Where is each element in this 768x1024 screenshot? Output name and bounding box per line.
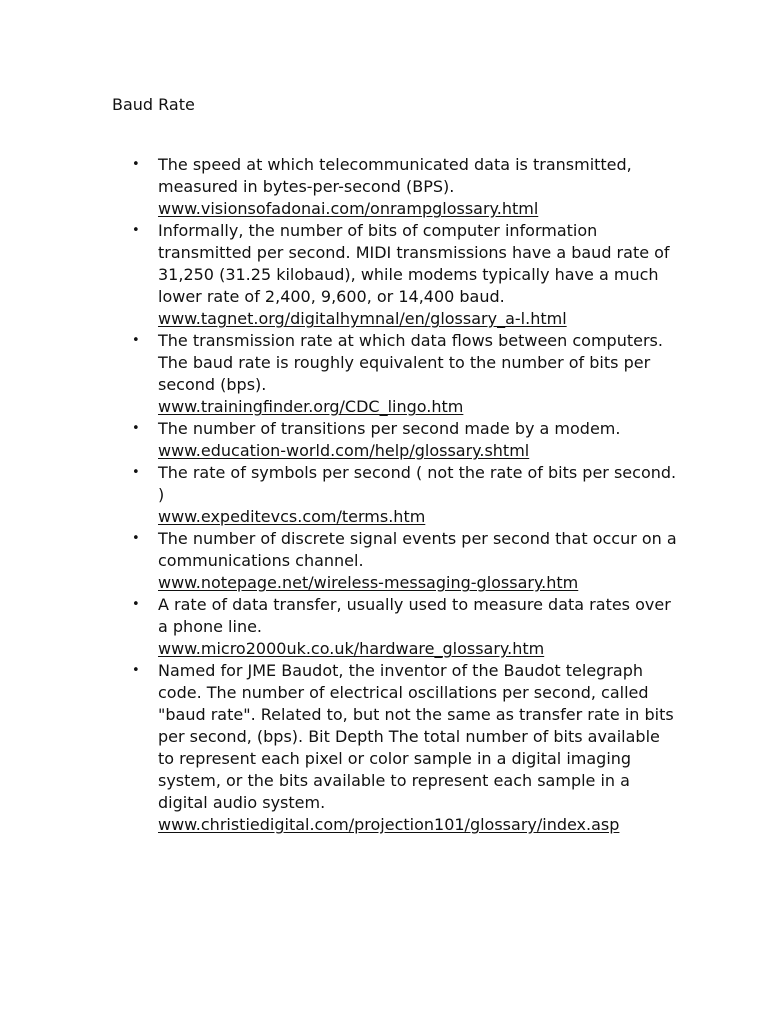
list-item [0, 528, 768, 594]
source-link[interactable]: www.christiedigital.com/projection101/glossary/index.asp [158, 815, 620, 834]
definition-text: A rate of data transfer, usually used to measure data rates over a phone line. [158, 595, 671, 636]
definition-text: The transmission rate at which data flows between computers. The baud rate is roughly equivalent to the number of bits per second (bps). [158, 331, 663, 394]
definition-text: The rate of symbols per second ( not the rate of bits per second. ) [158, 463, 677, 504]
definition-text: The speed at which telecommunicated data is transmitted, measured in bytes-per-second (BPS). [158, 155, 632, 196]
bullet-icon: • [132, 531, 140, 546]
page-title: Baud Rate [112, 95, 195, 114]
source-link[interactable]: www.micro2000uk.co.uk/hardware_glossary.htm [158, 639, 545, 658]
source-link[interactable]: www.visionsofadonai.com/onrampglossary.html [158, 199, 539, 218]
source-link[interactable]: www.notepage.net/wireless-messaging-glossary.htm [158, 573, 579, 592]
list-item [0, 660, 768, 836]
definition-list [0, 154, 768, 836]
list-item [0, 594, 768, 660]
source-link[interactable]: www.trainingfinder.org/CDC_lingo.htm [158, 397, 464, 416]
list-item [0, 154, 768, 220]
source-link[interactable]: www.expeditevcs.com/terms.htm [158, 507, 426, 526]
bullet-icon: • [132, 663, 140, 678]
bullet-icon: • [132, 465, 140, 480]
bullet-icon: • [132, 333, 140, 348]
list-item [0, 330, 768, 418]
definition-text: The number of transitions per second made by a modem. [158, 419, 621, 438]
definition-text: Informally, the number of bits of computer information transmitted per second. MIDI transmissions have a baud rate of 31,250 (31.25 kilobaud), while modems typically have a much lower rate of 2,400, 9,600, or 14,400 baud. [158, 221, 670, 306]
bullet-icon: • [132, 597, 140, 612]
definition-text: Named for JME Baudot, the inventor of the Baudot telegraph code. The number of electrical oscillations per second, called "baud rate". Related to, but not the same as transfer rate in bits per second, (bps). Bit Depth The total number of bits available to represent each pixel or color sample in a digital imaging system, or the bits available to represent each sample in a digital audio system. [158, 661, 674, 812]
list-item [0, 418, 768, 462]
definition-text: The number of discrete signal events per second that occur on a communications channel. [158, 529, 677, 570]
list-item [0, 220, 768, 330]
list-item [0, 462, 768, 528]
source-link[interactable]: www.tagnet.org/digitalhymnal/en/glossary_a-l.html [158, 309, 567, 328]
source-link[interactable]: www.education-world.com/help/glossary.shtml [158, 441, 530, 460]
bullet-icon: • [132, 421, 140, 436]
bullet-icon: • [132, 157, 140, 172]
bullet-icon: • [132, 223, 140, 238]
